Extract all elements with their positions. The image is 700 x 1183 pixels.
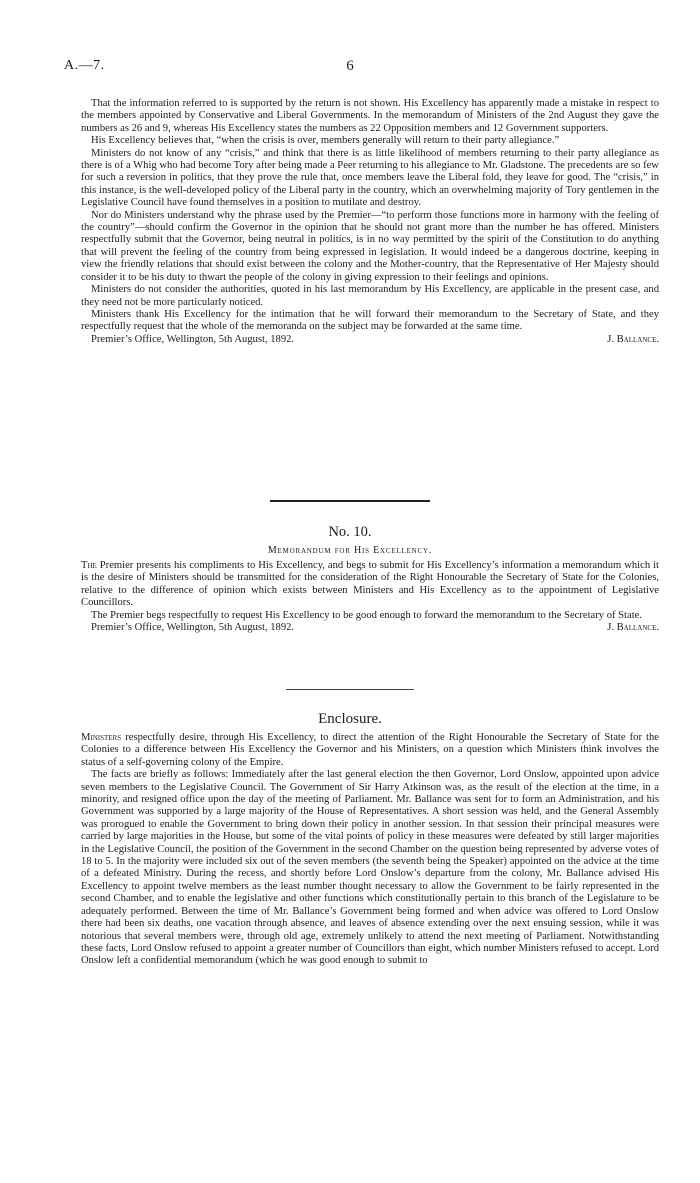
signoff-place: Premier’s Office, Wellington, 5th August, 1892. — [91, 333, 295, 345]
paragraph — [81, 732, 659, 769]
paragraph-text: Premier presents his compliments to His Excellency, and begs to submit for His Excellency’s information a memorandum which it is the desire of Ministers should be transmitted for the consideration of the Right Honourable the Secretary of State for the Colonies, relative to the difference of opinion which exists between Ministers and His Excellency as to the appointment of Legislative Councillors. — [81, 560, 659, 609]
memo-number: No. 10. — [328, 524, 372, 540]
paragraph: Ministers do not consider the authorities, quoted in his last memorandum by His Excellency, are applicable in the present case, and they need not be more particularly noticed. — [81, 284, 659, 308]
section-2-body — [81, 560, 659, 634]
enclosure-title: Enclosure. — [318, 711, 382, 727]
paragraph: The Premier begs respectfully to request His Excellency to be good enough to forward the memorandum to the Secretary of State. — [91, 609, 642, 621]
paragraph: Ministers thank His Excellency for the intimation that he will forward their memorandum to the Secretary of State, and they respectfully request that the whole of the memoranda on the subject may be forwarded at the same time. — [81, 308, 659, 333]
section-divider — [286, 689, 414, 690]
page-number: 6 — [346, 58, 354, 74]
paragraph — [81, 560, 659, 610]
paragraph: The facts are briefly as follows: Immediately after the last general election the then Governor, Lord Onslow, appointed upon advice seven members to the Legislative Council. The Government of Sir Harry Atkinson was, as the result of the election at the time, in a minority, and resigned office upon the day of the meeting of Parliament. Mr. Ballance was sent for to form an Administration, and his Government was supported by a large majority of the House of Representatives. A short session was held, and the General Assembly was prorogued to enable the Government to bring down their policy in another session. In that session their principal measures were carried by large majorities in the House, but some of the vital points of policy in these measures were defeated by still larger majorities in the Legislative Council, the position of the Government in the second Chamber on the question being represented by adverse votes of 18 to 5. In the majority were included six out of the seven members (the seventh being the Speaker) appointed on the advice at the time of a defeated Ministry. During the recess, and shortly before Lord Onslow’s departure from the colony, Mr. Ballance advised His Excellency to appoint twelve members as the least number thought necessary to allow the Government to be fairly represented in the second Chamber, and to enable the legislative and other functions which constitutionally pertain to this branch of the Legislature to be adequately performed. Between the time of Mr. Ballance’s Government being formed and when advice was offered to Lord Onslow there had been six deaths, one vacation through absence, and leaves of absence extending over the next ensuing session, while it was notorious that several members were, through old age, extremely unlikely to attend the next meeting of Parliament. Notwithstanding these facts, Lord Onslow refused to appoint a greater number of Councillors than eight, which number Ministers refused to accept. Lord Onslow left a confidential memorandum (which he was good enough to submit to — [81, 769, 659, 967]
lead-word: Ministers — [81, 732, 122, 743]
lead-word: The — [81, 560, 97, 571]
enclosure-body — [81, 732, 659, 968]
section-divider — [270, 500, 430, 502]
paragraph: Ministers do not know of any “crisis,” and think that there is as little likelihood of members returning to their party allegiance as there is of a Whig who had become Tory after being made a Peer returning to his allegiance to Mr. Gladstone. The precedents are so few for such a reversion in politics, that they prove the rule that, once members leave the Liberal fold, they leave for good. The “crisis,” in this instance, is the well-developed policy of the Liberal party in the country, which an overwhelming majority of Tory gentlemen in the Legislative Council have found themselves in a position to mutilate and destroy. — [81, 147, 659, 209]
paragraph: His Excellency believes that, “when the crisis is over, members generally will return to their party allegiance.” — [91, 135, 560, 147]
section-1-body — [81, 98, 659, 346]
signoff — [81, 622, 659, 634]
signoff-name: J. Ballance. — [607, 622, 659, 634]
paper-reference: A.—7. — [64, 58, 105, 73]
signoff-name: J. Ballance. — [607, 333, 659, 345]
signoff-place: Premier’s Office, Wellington, 5th August, 1892. — [91, 622, 295, 634]
memo-title: Memorandum for His Excellency. — [267, 545, 433, 556]
paragraph: Nor do Ministers understand why the phrase used by the Premier—“to perform those functions more in harmony with the feeling of the country”—should confirm the Governor in the opinion that he should not grant more than the number he has offered. Ministers respectfully submit that the Governor, being neutral in politics, is in no way permitted by the spirit of the Constitution to do anything that will prevent the feeling of the country from being expressed in legislation. It would indeed be a dangerous doctrine, keeping in view the friendly relations that should exist between the colony and the Mother-country, that the Representative of Her Majesty should consider it to be his duty to thwart the people of the colony in giving expression to their feelings and opinions. — [81, 209, 659, 283]
paragraph: That the information referred to is supported by the return is not shown. His Excellency has apparently made a mistake in respect to the members appointed by Conservative and Liberal Governments. In the memorandum of Ministers of the 2nd August they gave the numbers as 26 and 9, whereas His Excellency states the numbers as 22 Opposition members and 12 Government supporters. — [81, 98, 659, 134]
paragraph-text: respectfully desire, through His Excellency, to direct the attention of the Right Honourable the Secretary of State for the Colonies to a difference between His Excellency the Governor and his Ministers, on a question which Ministers think involves the status of a self-governing colony of the Empire. — [81, 732, 659, 768]
signoff — [81, 334, 659, 346]
